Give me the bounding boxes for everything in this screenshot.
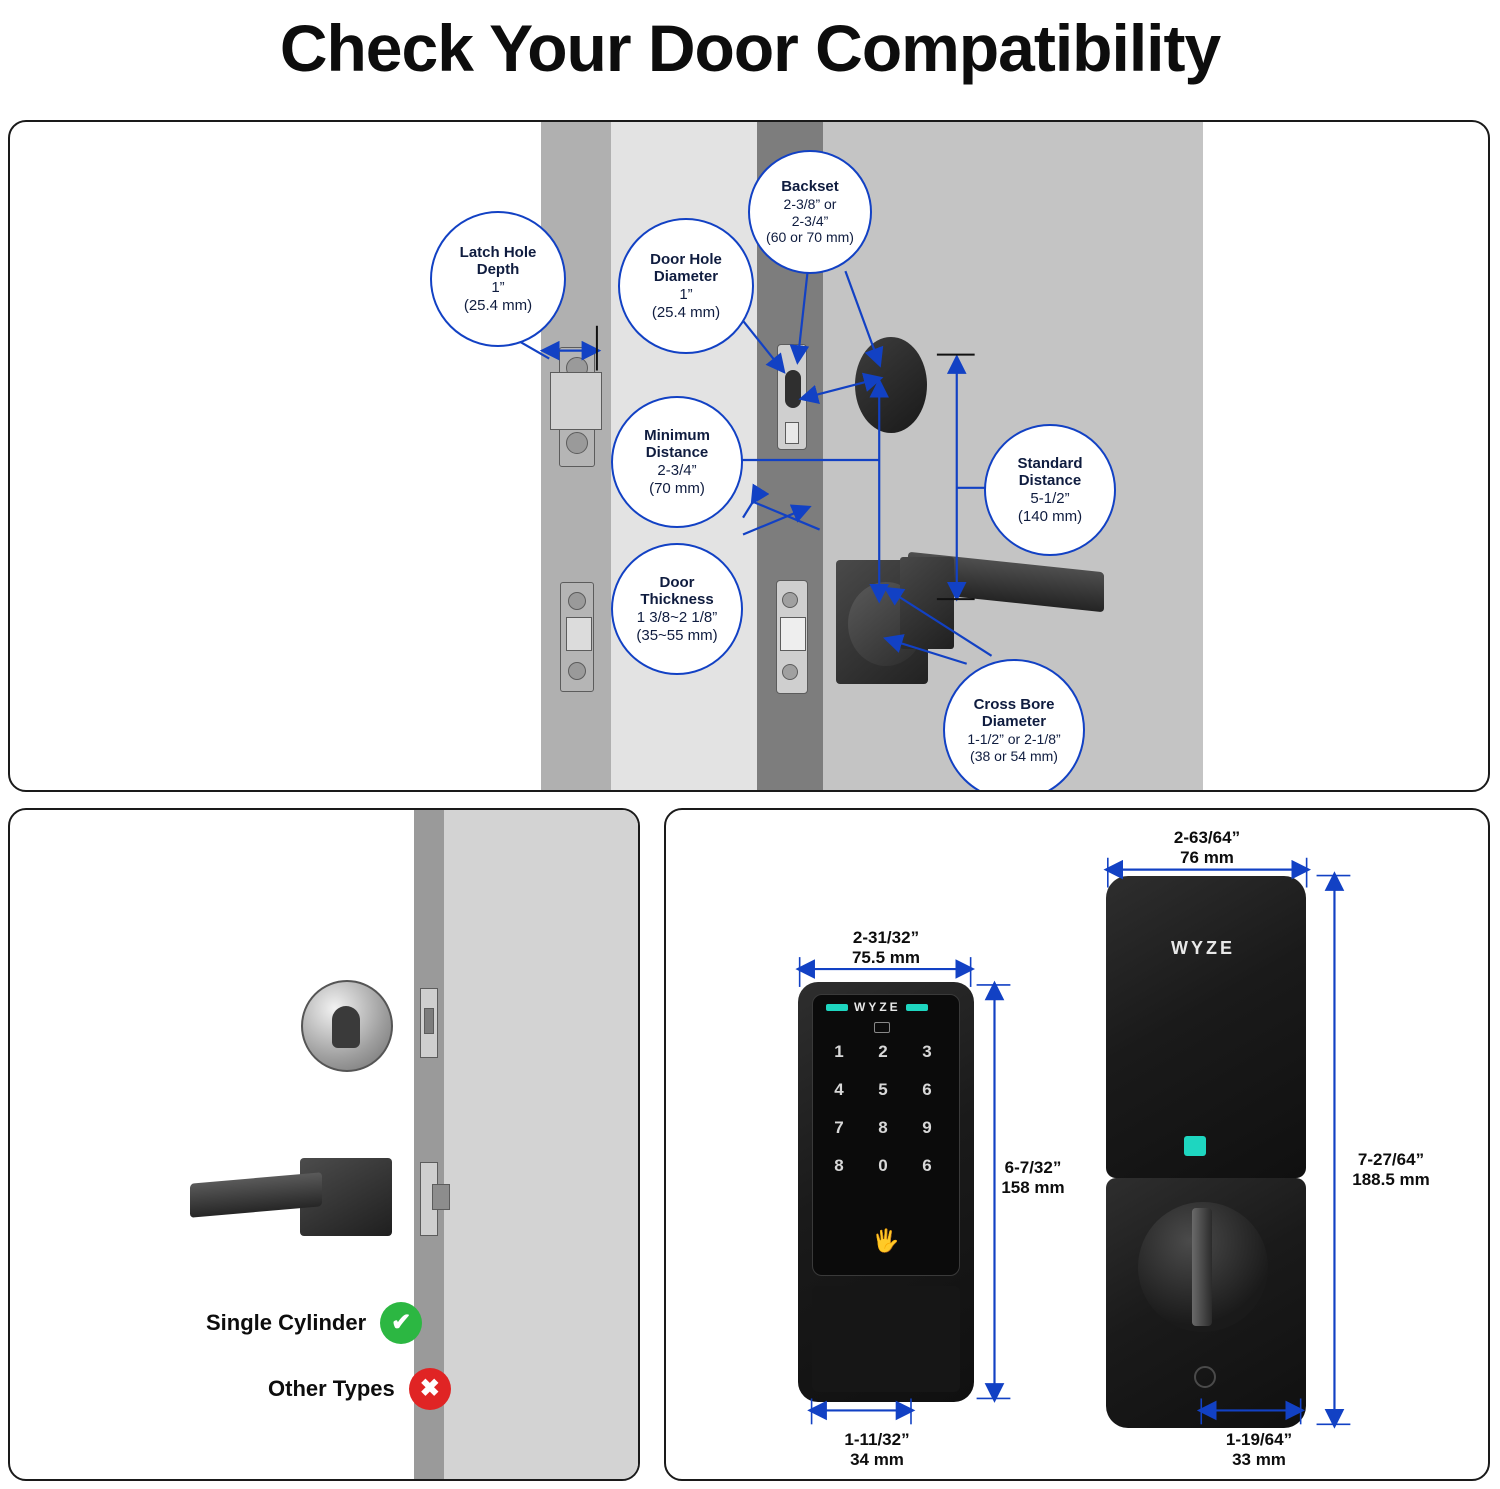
lower-strike-cavity	[566, 617, 592, 651]
callout-value: 1”	[679, 286, 693, 303]
teal-accent-right	[906, 1004, 928, 1011]
product-dimensions-panel	[664, 808, 1490, 1481]
keyhole	[332, 1006, 360, 1048]
callout-cross-bore-diameter	[943, 659, 1085, 792]
keypad-depth-mm: 34 mm	[850, 1450, 904, 1470]
keypad-key-10[interactable]: 8	[834, 1156, 844, 1175]
callout-header: Latch Hole Depth	[459, 243, 537, 279]
callout-header: Backset	[781, 178, 839, 196]
callout-door-hole-diameter	[618, 218, 754, 354]
latch-bolt-left	[432, 1184, 450, 1210]
cylinder-type-panel	[8, 808, 640, 1481]
deadbolt-depth-inch: 1-19/64”	[1225, 1430, 1293, 1449]
door-measurements-panel	[8, 120, 1490, 792]
deadbolt-height-inch: 7-27/64”	[1357, 1150, 1425, 1169]
keypad-key-1[interactable]: 1	[834, 1042, 844, 1061]
callout-value: 1-1/2” or 2-1/8”	[967, 731, 1061, 748]
lock-icon	[1184, 1136, 1206, 1156]
keypad-key-2[interactable]: 2	[878, 1042, 888, 1061]
deadbolt-depth-label	[1194, 1430, 1324, 1471]
callout-value-mm: (35~55 mm)	[636, 626, 718, 644]
other-types-label: Other Types	[268, 1376, 395, 1401]
callout-header: Door Hole Diameter	[650, 250, 722, 286]
deadbolt-width-label	[1144, 828, 1270, 869]
callout-value-mm: (25.4 mm)	[651, 303, 721, 321]
deadbolt-thumbturn	[855, 337, 927, 433]
lower-strike-screw-top	[568, 592, 586, 610]
callout-value: 5-1/2”	[1030, 490, 1070, 507]
callout-minimum-distance	[611, 396, 743, 528]
callout-header: Minimum Distance	[644, 426, 710, 462]
keypad-key-4[interactable]: 4	[834, 1080, 844, 1099]
deadbolt-depth-mm: 33 mm	[1232, 1450, 1286, 1470]
latch-bolt-upper	[785, 370, 801, 408]
latch-bolt-lower	[780, 617, 806, 651]
keypad-key-3[interactable]: 3	[922, 1042, 932, 1061]
deadbolt-width-inch: 2-63/64”	[1173, 828, 1241, 847]
keypad-width-inch: 2-31/32”	[852, 928, 920, 947]
latch-screw-upper	[785, 422, 799, 444]
single-cylinder-label: Single Cylinder	[206, 1310, 367, 1335]
keypad-key-0[interactable]: 0	[878, 1156, 888, 1175]
callout-value: 1”	[491, 279, 505, 296]
callout-value-2: 2-3/4”	[791, 212, 829, 229]
keypad-key-12[interactable]: 6	[922, 1156, 932, 1175]
teal-accent-left	[826, 1004, 848, 1011]
callout-header: Standard Distance	[1017, 454, 1083, 490]
deadbolt-upper-body	[1106, 876, 1306, 1178]
deadbolt-brand: WYZE	[1171, 938, 1235, 958]
keypad-lower-body	[812, 1286, 960, 1392]
callout-door-thickness	[611, 543, 743, 675]
keypad-height-mm: 158 mm	[1001, 1178, 1065, 1198]
keypad-key-8[interactable]: 8	[878, 1118, 888, 1137]
keypad-brand: WYZE	[854, 1000, 901, 1014]
reset-button[interactable]	[1194, 1366, 1216, 1388]
keypad-height-inch: 6-7/32”	[1004, 1158, 1062, 1177]
check-icon: ✔	[380, 1302, 422, 1344]
keypad-width-label	[826, 928, 946, 969]
keypad-key-6[interactable]: 6	[922, 1080, 932, 1099]
thumbturn-lever[interactable]	[1192, 1208, 1212, 1326]
callout-header: Cross Bore Diameter	[973, 695, 1055, 731]
page-title: Check Your Door Compatibility	[279, 11, 1221, 85]
deadbolt-height-mm: 188.5 mm	[1352, 1170, 1430, 1190]
callout-standard-distance	[984, 424, 1116, 556]
callout-value-mm: (70 mm)	[649, 479, 705, 497]
keypad-key-7[interactable]: 7	[834, 1118, 844, 1137]
latch-screw-lower-top	[782, 592, 798, 608]
keypad-height-label	[978, 1158, 1088, 1199]
dimension-lines	[666, 810, 1488, 1479]
callout-value: 1 3/8~2 1/8”	[636, 609, 718, 626]
strike-cavity	[550, 372, 602, 430]
callout-value: 2-3/4”	[657, 462, 697, 479]
other-types-row	[268, 1368, 451, 1410]
keypad-width-mm: 75.5 mm	[851, 948, 921, 968]
deadbolt-height-label	[1326, 1150, 1456, 1191]
indicator-icon	[874, 1022, 890, 1033]
deadbolt-width-mm: 76 mm	[1180, 848, 1234, 868]
latch-screw-lower-bottom	[782, 664, 798, 680]
strike-screw-bottom	[566, 432, 588, 454]
callout-value-mm: (140 mm)	[1017, 507, 1083, 525]
lower-strike-screw-bottom	[568, 662, 586, 680]
palm-icon[interactable]: 🖐	[872, 1228, 900, 1253]
single-cylinder-row	[206, 1302, 422, 1344]
keypad-depth-label	[812, 1430, 942, 1471]
keypad-key-5[interactable]: 5	[878, 1080, 888, 1099]
door-face-left	[444, 810, 640, 1481]
deadbolt-throw	[424, 1008, 434, 1034]
callout-value-mm: (25.4 mm)	[463, 296, 533, 314]
keypad-key-9[interactable]: 9	[922, 1118, 932, 1137]
keypad-depth-inch: 1-11/32”	[844, 1430, 910, 1449]
cross-icon: ✖	[409, 1368, 451, 1410]
callout-value-mm: (60 or 70 mm)	[766, 229, 854, 246]
callout-value: 2-3/8” or	[783, 196, 837, 213]
callout-header: Door Thickness	[640, 573, 714, 609]
callout-latch-hole-depth	[430, 211, 566, 347]
callout-value-mm: (38 or 54 mm)	[970, 747, 1058, 764]
lever-neck	[900, 557, 954, 649]
callout-backset	[748, 150, 872, 274]
